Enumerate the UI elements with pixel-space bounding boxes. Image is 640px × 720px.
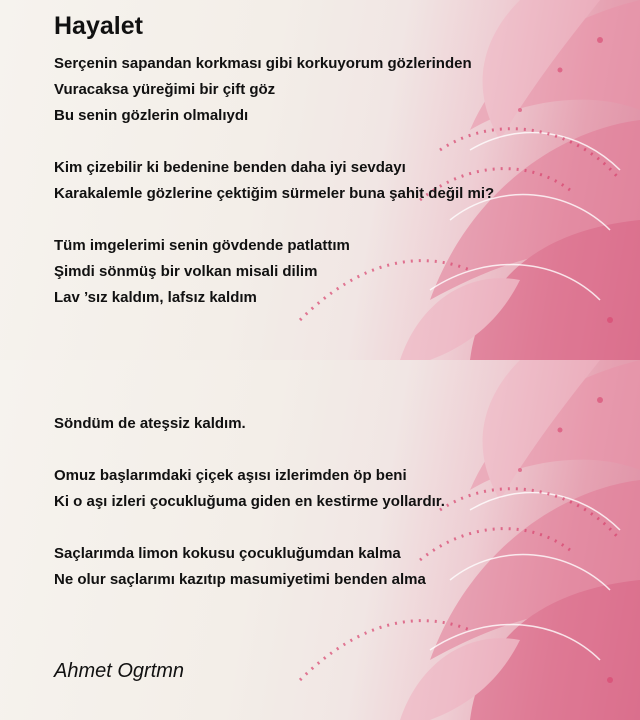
poem-line: Şimdi sönmüş bir volkan misali dilim <box>54 263 318 280</box>
poem-line: Saçlarımda limon kokusu çocukluğumdan kalma <box>54 545 401 562</box>
poem-line: Vuracaksa yüreğimi bir çift göz <box>54 81 276 98</box>
poem-title: Hayalet <box>54 12 143 40</box>
poem-line: Karakalemle gözlerine çektiğim sürmeler buna şahit değil mi? <box>54 185 495 202</box>
poem-line: Söndüm de ateşsiz kaldım. <box>54 415 246 432</box>
poem-line: Bu senin gözlerin olmalıydı <box>54 107 249 124</box>
poem-line: Tüm imgelerimi senin gövdende patlattım <box>54 237 350 254</box>
poem-line: Ne olur saçlarımı kazıtıp masumiyetimi benden alma <box>54 571 426 588</box>
poem-line: Ki o aşı izleri çocukluğuma giden en kestirme yollardır. <box>54 493 445 510</box>
poem-line: Lav ’sız kaldım, lafsız kaldım <box>54 289 257 306</box>
poem-line: Kim çizebilir ki bedenine benden daha iyi sevdayı <box>54 159 406 176</box>
poem-line: Serçenin sapandan korkması gibi korkuyorum gözlerinden <box>54 55 472 72</box>
poem-author: Ahmet Ogrtmn <box>54 660 185 682</box>
poem-line: Omuz başlarımdaki çiçek aşısı izlerimden öp beni <box>54 467 407 484</box>
